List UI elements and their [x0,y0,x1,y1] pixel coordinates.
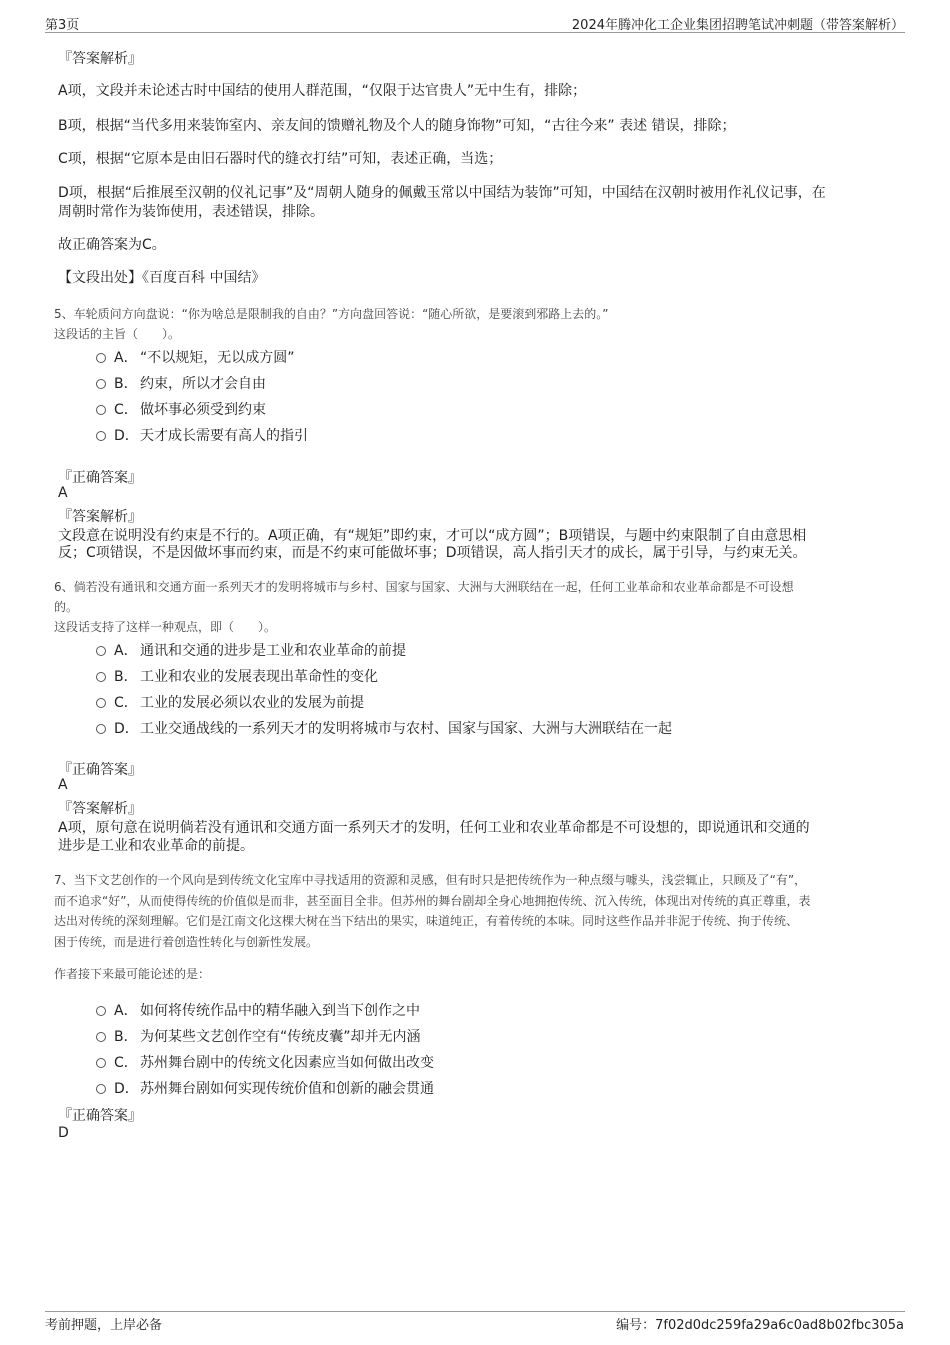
page-number: 第3页 [45,18,80,33]
question-6-stem-line3: 这段话支持了这样一种观点，即（ ）。 [54,620,277,634]
question-6-analysis-label: 『答案解析』 [58,801,142,817]
question-6-option-a[interactable]: A． 通讯和交通的进步是工业和农业革命的前提 [96,640,406,660]
question-5-option-b[interactable]: B． 约束，所以才会自由 [96,373,266,393]
question-7-option-b[interactable]: B． 为何某些文艺创作空有“传统皮囊”却并无内涵 [96,1026,421,1046]
header-divider [45,32,905,33]
question-7-option-a[interactable]: A． 如何将传统作品中的精华融入到当下创作之中 [96,1000,420,1020]
question-6-answer: A [58,777,68,793]
question-6-analysis-line1: A项，原句意在说明倘若没有通讯和交通方面一系列天才的发明，任何工业和农业革命都是不可设想的，即说通讯和交通的 [58,820,810,836]
question-7-stem-line4: 困于传统，而是进行着创造性转化与创新性发展。 [54,935,319,949]
question-5-stem-line1: 5、车轮质问方向盘说：“你为啥总是限制我的自由？”方向盘回答说：“随心所欲，是要滚到邪路上去的。” [54,307,609,321]
radio-icon[interactable] [96,724,106,734]
document-code-label: 编号： [616,1318,656,1333]
question-7-stem-line2: 而不追求“好”，从而使得传统的价值似是而非，甚至面目全非。但苏州的舞台剧却全身心地拥抱传统、沉入传统，体现出对传统的真正尊重，表 [54,894,811,908]
document-code [616,1314,904,1333]
question-6-stem-line2: 的。 [54,600,79,614]
question-6-option-d[interactable]: D．工业交通战线的一系列天才的发明将城市与农村、国家与国家、大洲与大洲联结在一起 [96,718,672,738]
radio-icon[interactable] [96,431,106,441]
radio-icon[interactable] [96,379,106,389]
question-5-option-d[interactable]: D．天才成长需要有高人的指引 [96,425,308,445]
question-7-stem-line1: 7、当下文艺创作的一个风向是到传统文化宝库中寻找适用的资源和灵感，但有时只是把传统作为一种点缀与噱头，浅尝辄止，只顾及了“有”， [54,873,807,887]
analysis-option-c: C项，根据“它原本是由旧石器时代的缝衣打结”可知，表述正确，当选； [58,151,503,167]
question-5-answer-label: 『正确答案』 [58,470,142,486]
analysis-conclusion: 故正确答案为C。 [58,237,166,253]
radio-icon[interactable] [96,698,106,708]
question-5-option-c[interactable]: C． 做坏事必须受到约束 [96,399,266,419]
radio-icon[interactable] [96,1006,106,1016]
question-6-answer-label: 『正确答案』 [58,762,142,778]
page-header [0,0,950,38]
document-code-value: 7f02d0dc259fa29a6c0ad8b02fbc305a [655,1318,904,1333]
radio-icon[interactable] [96,672,106,682]
question-5-stem-line2: 这段话的主旨（ ）。 [54,327,181,341]
question-5-answer: A [58,485,68,501]
radio-icon[interactable] [96,353,106,363]
question-6-stem-line1: 6、倘若没有通讯和交通方面一系列天才的发明将城市与乡村、国家与国家、大洲与大洲联结在一起，任何工业革命和农业革命都是不可设想 [54,580,794,594]
question-5-analysis-label: 『答案解析』 [58,509,142,525]
radio-icon[interactable] [96,1084,106,1094]
radio-icon[interactable] [96,646,106,656]
question-5-analysis-line2: 反；C项错误，不是因做坏事而约束，而是不约束可能做坏事；D项错误，高人指引天才的成长，属于引导，与约束无关。 [58,545,807,561]
analysis-option-d-line1: D项，根据“后推展至汉朝的仪礼记事”及“周朝人随身的佩戴玉常以中国结为装饰”可知，中国结在汉朝时被用作礼仪记事，在 [58,185,826,201]
footer-divider [45,1311,905,1312]
footer-slogan: 考前押题，上岸必备 [45,1318,163,1333]
document-title: 2024年腾冲化工企业集团招聘笔试冲刺题（带答案解析） [571,18,904,33]
question-5-option-a[interactable]: A． “不以规矩，无以成方圆” [96,347,295,367]
question-7-answer: D [58,1125,69,1141]
question-7-stem-line3: 达出对传统的深刻理解。它们是江南文化这棵大树在当下结出的果实，味道纯正，有着传统的本味。同时这些作品并非泥于传统、拘于传统、 [54,914,799,928]
question-7-answer-label: 『正确答案』 [58,1108,142,1124]
analysis-label: 『答案解析』 [58,51,142,67]
radio-icon[interactable] [96,1058,106,1068]
question-6-analysis-line2: 进步是工业和农业革命的前提。 [58,838,254,854]
analysis-source: 【文段出处】《百度百科 中国结》 [58,270,266,286]
question-5-analysis-line1: 文段意在说明没有约束是不行的。A项正确，有“规矩”即约束，才可以“成方圆”；B项错误，与题中约束限制了自由意思相 [58,528,807,544]
radio-icon[interactable] [96,405,106,415]
question-6-option-b[interactable]: B． 工业和农业的发展表现出革命性的变化 [96,666,378,686]
question-7-option-d[interactable]: D．苏州舞台剧如何实现传统价值和创新的融会贯通 [96,1078,434,1098]
question-7-prompt: 作者接下来最可能论述的是： [54,967,211,981]
analysis-option-b: B项，根据“当代多用来装饰室内、亲友间的馈赠礼物及个人的随身饰物”可知，“古往今来” 表述 错误，排除； [58,118,736,134]
analysis-option-d-line2: 周朝时常作为装饰使用，表述错误，排除。 [58,204,324,220]
question-7-option-c[interactable]: C． 苏州舞台剧中的传统文化因素应当如何做出改变 [96,1052,434,1072]
question-6-option-c[interactable]: C． 工业的发展必须以农业的发展为前提 [96,692,364,712]
analysis-option-a: A项，文段并未论述古时中国结的使用人群范围，“仅限于达官贵人”无中生有，排除； [58,83,587,99]
radio-icon[interactable] [96,1032,106,1042]
